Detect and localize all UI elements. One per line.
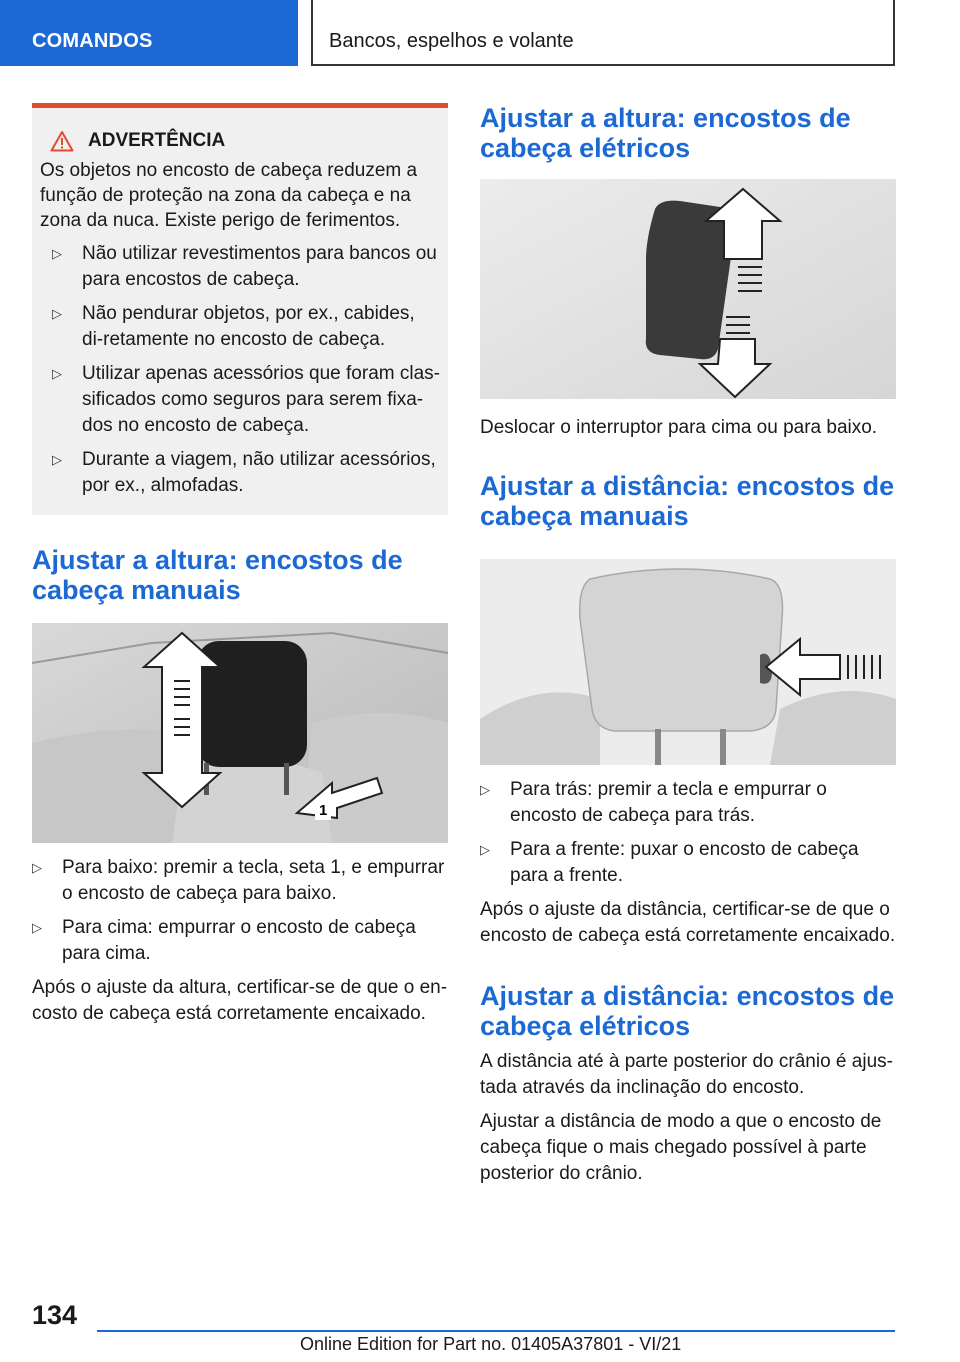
section-label: COMANDOS [32,30,153,52]
section-heading: Ajustar a distância: encostos de cabeça manuais [480,471,895,531]
list-item: ▷ Para trás: premir a tecla e empurrar o encosto de cabeça para trás. [480,779,827,826]
warning-heading [40,130,440,152]
warning-list [40,241,440,499]
list-item: ▷ Para baixo: premir a tecla, seta 1, e empurrar o encosto de cabeça para baixo. [32,857,445,904]
manual-headrest-figure [32,623,448,843]
electric-distance-para-2: Ajustar a distância de modo a que o encosto de cabeça fique o mais chegado possível à parte posterior do crânio. [480,1111,882,1184]
warning-box [32,103,448,515]
electric-switch-figure [480,179,896,399]
distance-headrest-figure [480,559,896,765]
section-heading: Ajustar a distância: encostos de cabeça elétricos [480,981,895,1041]
chapter-title: Bancos, espelhos e volante [329,30,574,52]
bullet-triangle-icon: ▷ [32,920,42,935]
list-item: ▷ Para cima: empurrar o encosto de cabeça para cima. [32,917,416,964]
electric-height-caption: Deslocar o interruptor para cima ou para baixo. [480,417,878,438]
section-tab [0,0,298,66]
manual-height-note: Após o ajuste da altura, certificar-se de que o en-costo de cabeça está corretamente encaixado. [32,977,448,1024]
list-item: ▷ Não pendurar objetos, por ex., cabides, di-retamente no encosto de cabeça. [52,303,415,350]
footer-edition: Online Edition for Part no. 01405A37801 - VI/21 [300,1334,682,1354]
list-item: ▷ Não utilizar revestimentos para bancos ou para encostos de cabeça. [52,243,437,290]
manual-distance-steps [480,777,896,889]
list-item: ▷ Utilizar apenas acessórios que foram clas-sificados como seguros para serem fixa-dos no encosto de cabeça. [52,363,440,436]
manual-headrest-illustration [32,623,448,843]
left-column [32,103,448,1027]
bullet-triangle-icon: ▷ [52,306,62,321]
list-item: ▷ Durante a viagem, não utilizar acessórios, por ex., almofadas. [52,449,436,496]
footer-divider [97,1330,895,1332]
bullet-triangle-icon: ▷ [52,366,62,381]
electric-switch-illustration [480,179,896,399]
warning-triangle-icon [50,130,74,152]
manual-distance-note: Após o ajuste da distância, certificar-se de que o encosto de cabeça está corretamente encaixado. [480,899,896,946]
section-heading: Ajustar a altura: encostos de cabeça elétricos [480,103,851,163]
bullet-triangle-icon: ▷ [480,842,490,857]
bullet-triangle-icon: ▷ [52,452,62,467]
bullet-triangle-icon: ▷ [32,860,42,875]
section-heading: Ajustar a altura: encostos de cabeça manuais [32,545,403,605]
bullet-triangle-icon: ▷ [480,782,490,797]
electric-distance-para-1: A distância até à parte posterior do crânio é ajus-tada através da inclinação do encosto. [480,1051,893,1098]
bullet-triangle-icon: ▷ [52,246,62,261]
list-item: ▷ Para a frente: puxar o encosto de cabeça para a frente. [480,839,859,886]
distance-headrest-illustration [480,559,896,765]
page-number: 134 [32,1300,78,1330]
figure-callout: 1 [315,801,331,820]
header-box [311,0,895,66]
warning-text: Os objetos no encosto de cabeça reduzem a função de proteção na zona da cabeça e na zona da nuca. Existe perigo de ferimentos. [40,160,418,231]
right-column [480,103,896,1187]
manual-height-steps [32,855,448,967]
warning-title: ADVERTÊNCIA [88,130,226,151]
